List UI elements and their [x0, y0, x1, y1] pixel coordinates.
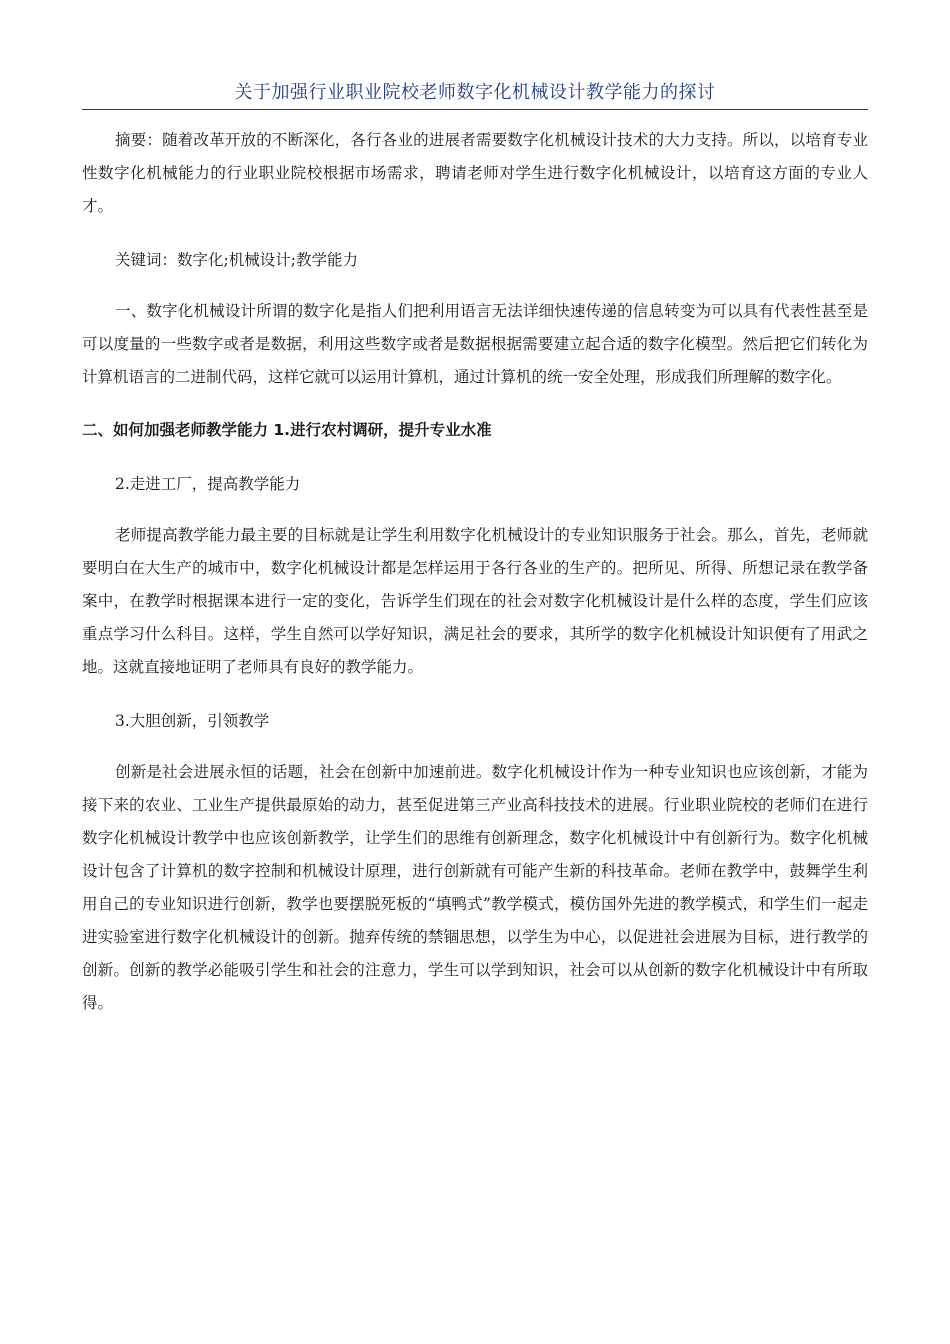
- section-2-heading: 二、如何加强老师教学能力 1.进行农村调研，提升专业水准: [82, 421, 492, 439]
- subsection-3-paragraph: 创新是社会进展永恒的话题，社会在创新中加速前进。数字化机械设计作为一种专业知识也应该创新，才能为接下来的农业、工业生产提供最原始的动力，甚至促进第三产业高科技技术的进展。行业职业院校的老师们在进行数字化机械设计教学中也应该创新教学，让学生们的思维有创新理念，数字化机械设计中有创新行为。数字化机械设计包含了计算机的数字控制和机械设计原理，进行创新就有可能产生新的科技革命。老师在教学中，鼓舞学生利用自己的专业知识进行创新，教学也要摆脱死板的“填鸭式”教学模式，模仿国外先进的教学模式，和学生们一起走进实验室进行数字化机械设计的创新。抛弃传统的禁锢思想，以学生为中心，以促进社会进展为目标，进行教学的创新。创新的教学必能吸引学生和社会的注意力，学生可以学到知识，社会可以从创新的数字化机械设计中有所取得。: [82, 763, 868, 1012]
- subsection-3-heading: 3.大胆创新，引领教学: [115, 712, 270, 730]
- section-1-paragraph: 一、数字化机械设计所谓的数字化是指人们把利用语言无法详细快速传递的信息转变为可以具有代表性甚至是可以度量的一些数字或者是数据，利用这些数字或者是数据根据需要建立起合适的数字化模型。然后把它们转化为计算机语言的二进制代码，这样它就可以运用计算机，通过计算机的统一安全处理，形成我们所理解的数字化。: [82, 302, 868, 386]
- subsection-2-paragraph: 老师提高教学能力最主要的目标就是让学生利用数字化机械设计的专业知识服务于社会。那么，首先，老师就要明白在大生产的城市中，数字化机械设计都是怎样运用于各行各业的生产的。把所见、所得、所想记录在教学备案中，在教学时根据课本进行一定的变化，告诉学生们现在的社会对数字化机械设计是什么样的态度，学生们应该重点学习什么科目。这样，学生自然可以学好知识，满足社会的要求，其所学的数字化机械设计知识便有了用武之地。这就直接地证明了老师具有良好的教学能力。: [82, 526, 868, 676]
- page-header-title: 关于加强行业职业院校老师数字化机械设计教学能力的探讨: [82, 78, 868, 110]
- subsection-2-heading: 2.走进工厂，提高教学能力: [115, 475, 301, 493]
- abstract-paragraph: 摘要：随着改革开放的不断深化，各行各业的进展者需要数字化机械设计技术的大力支持。所以，以培育专业性数字化机械能力的行业职业院校根据市场需求，聘请老师对学生进行数字化机械设计，以培育这方面的专业人才。: [82, 131, 868, 215]
- document-page: [82, 78, 868, 1020]
- keywords-paragraph: 关键词：数字化;机械设计;教学能力: [115, 251, 358, 269]
